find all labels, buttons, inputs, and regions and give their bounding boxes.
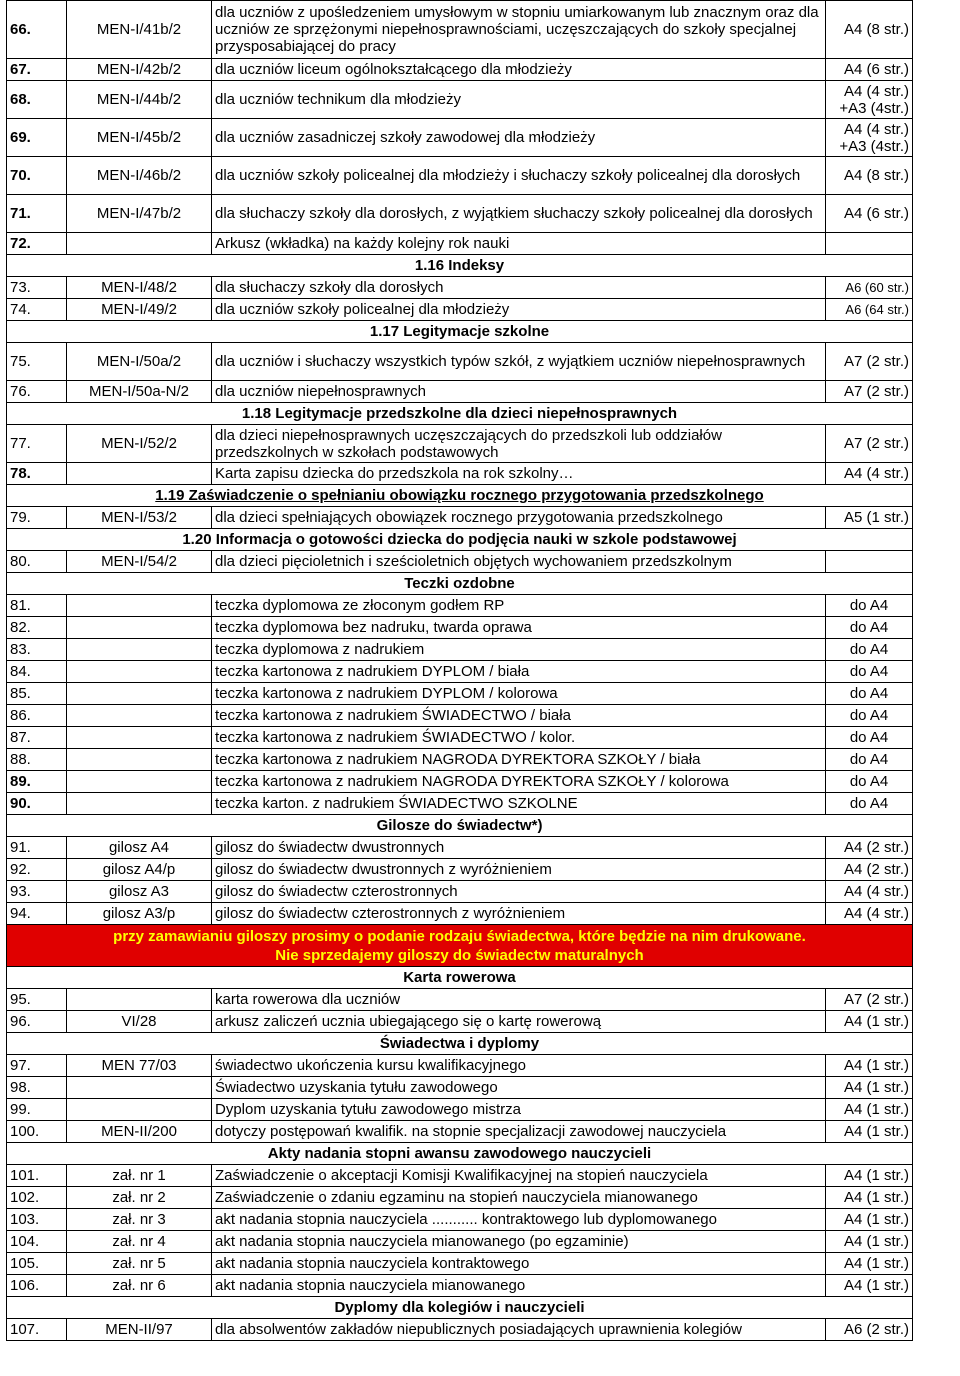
item-format: A4 (4 str.): [826, 881, 913, 903]
item-code: [67, 617, 212, 639]
item-code: [67, 705, 212, 727]
table-row: [7, 343, 913, 381]
item-format: A4 (6 str.): [826, 195, 913, 233]
item-number: 86.: [7, 705, 67, 727]
item-format: A6 (64 str.): [826, 299, 913, 321]
section-title: Gilosze do świadectw*): [7, 815, 913, 837]
item-description: dla słuchaczy szkoły dla dorosłych, z wyjątkiem słuchaczy szkoły policealnej dla dorosłych: [212, 195, 826, 233]
warning-line: Nie sprzedajemy giloszy do świadectw maturalnych: [275, 946, 644, 964]
table-row: [7, 381, 913, 403]
item-description: Świadectwo uzyskania tytułu zawodowego: [212, 1077, 826, 1099]
item-number: 102.: [7, 1187, 67, 1209]
table-row: [7, 1231, 913, 1253]
item-number: 103.: [7, 1209, 67, 1231]
item-number: 105.: [7, 1253, 67, 1275]
item-format: A7 (2 str.): [826, 381, 913, 403]
item-description: dla dzieci niepełnosprawnych uczęszczających do przedszkoli lub oddziałów przedszkolnych w szkołach podstawowych: [212, 425, 826, 463]
item-format: [826, 233, 913, 255]
table-row: [7, 1165, 913, 1187]
item-format: A4 (1 str.): [826, 1121, 913, 1143]
table-row: [7, 1099, 913, 1121]
item-description: dotyczy postępowań kwalifik. na stopnie specjalizacji zawodowej nauczyciela: [212, 1121, 826, 1143]
gilosz-warning-notice: [7, 925, 913, 967]
table-row: [7, 233, 913, 255]
item-format: do A4: [826, 595, 913, 617]
item-code: MEN-I/46b/2: [67, 157, 212, 195]
item-format: A4 (1 str.): [826, 1275, 913, 1297]
item-description: dla uczniów technikum dla młodzieży: [212, 81, 826, 119]
item-code: MEN-I/48/2: [67, 277, 212, 299]
table-row: [7, 617, 913, 639]
item-code: zał. nr 1: [67, 1165, 212, 1187]
item-format: A4 (1 str.): [826, 1165, 913, 1187]
section-title: 1.19 Zaświadczenie o spełnianiu obowiązku rocznego przygotowania przedszkolnego: [7, 485, 913, 507]
item-code: [67, 661, 212, 683]
item-number: 76.: [7, 381, 67, 403]
item-code: zał. nr 3: [67, 1209, 212, 1231]
item-format: A4 (8 str.): [826, 157, 913, 195]
section-header-row: [7, 815, 913, 837]
item-number: 74.: [7, 299, 67, 321]
item-code: MEN-I/52/2: [67, 425, 212, 463]
item-code: [67, 639, 212, 661]
item-code: MEN-II/97: [67, 1319, 212, 1341]
item-description: dla uczniów liceum ogólnokształcącego dla młodzieży: [212, 59, 826, 81]
item-code: VI/28: [67, 1011, 212, 1033]
item-code: [67, 989, 212, 1011]
item-description: dla uczniów szkoły policealnej dla młodzieży i słuchaczy szkoły policealnej dla dorosłych: [212, 157, 826, 195]
item-code: MEN 77/03: [67, 1055, 212, 1077]
item-format: A5 (1 str.): [826, 507, 913, 529]
section-title: 1.17 Legitymacje szkolne: [7, 321, 913, 343]
item-code: MEN-I/50a/2: [67, 343, 212, 381]
item-number: 73.: [7, 277, 67, 299]
item-number: 78.: [7, 463, 67, 485]
warning-row: [7, 925, 913, 967]
item-number: 101.: [7, 1165, 67, 1187]
item-number: 91.: [7, 837, 67, 859]
item-number: 72.: [7, 233, 67, 255]
item-code: MEN-I/41b/2: [67, 1, 212, 59]
table-row: [7, 1187, 913, 1209]
item-code: MEN-I/44b/2: [67, 81, 212, 119]
item-description: dla uczniów z upośledzeniem umysłowym w stopniu umiarkowanym lub znacznym oraz dla uczniów ze sprzężonymi niepełnosprawnościami, uczęszczających do szkoły specjalnej przysposabiającej do pracy: [212, 1, 826, 59]
item-description: dla uczniów szkoły policealnej dla młodzieży: [212, 299, 826, 321]
item-number: 99.: [7, 1099, 67, 1121]
table-row: [7, 299, 913, 321]
item-description: świadectwo ukończenia kursu kwalifikacyjnego: [212, 1055, 826, 1077]
item-description: teczka dyplomowa z nadrukiem: [212, 639, 826, 661]
item-description: arkusz zaliczeń ucznia ubiegającego się o kartę rowerową: [212, 1011, 826, 1033]
item-code: [67, 595, 212, 617]
table-row: [7, 119, 913, 157]
item-format: A4 (2 str.): [826, 859, 913, 881]
item-code: gilosz A4: [67, 837, 212, 859]
item-format: A4 (1 str.): [826, 1077, 913, 1099]
table-row: [7, 683, 913, 705]
section-title: Teczki ozdobne: [7, 573, 913, 595]
item-description: dla uczniów i słuchaczy wszystkich typów szkół, z wyjątkiem uczniów niepełnosprawnych: [212, 343, 826, 381]
item-description: teczka kartonowa z nadrukiem DYPLOM / biała: [212, 661, 826, 683]
item-code: [67, 771, 212, 793]
item-number: 88.: [7, 749, 67, 771]
section-header-row: [7, 1033, 913, 1055]
item-number: 90.: [7, 793, 67, 815]
section-header-row: [7, 529, 913, 551]
item-format: do A4: [826, 749, 913, 771]
section-header-row: [7, 1297, 913, 1319]
item-description: dla dzieci pięcioletnich i sześcioletnich objętych wychowaniem przedszkolnym: [212, 551, 826, 573]
item-format: A4 (4 str.): [826, 463, 913, 485]
item-description: akt nadania stopnia nauczyciela mianowanego (po egzaminie): [212, 1231, 826, 1253]
item-format: A4 (1 str.): [826, 1099, 913, 1121]
item-format: A4 (8 str.): [826, 1, 913, 59]
item-format: A4 (1 str.): [826, 1253, 913, 1275]
item-number: 70.: [7, 157, 67, 195]
item-format: A4 (1 str.): [826, 1231, 913, 1253]
item-description: dla uczniów zasadniczej szkoły zawodowej dla młodzieży: [212, 119, 826, 157]
item-description: Zaświadczenie o akceptacji Komisji Kwalifikacyjnej na stopień nauczyciela: [212, 1165, 826, 1187]
item-number: 83.: [7, 639, 67, 661]
table-row: [7, 837, 913, 859]
item-code: [67, 749, 212, 771]
item-code: gilosz A3/p: [67, 903, 212, 925]
item-code: [67, 793, 212, 815]
table-row: [7, 59, 913, 81]
item-description: dla dzieci spełniających obowiązek rocznego przygotowania przedszkolnego: [212, 507, 826, 529]
item-code: MEN-I/42b/2: [67, 59, 212, 81]
item-description: gilosz do świadectw czterostronnych: [212, 881, 826, 903]
item-code: MEN-I/50a-N/2: [67, 381, 212, 403]
table-row: [7, 1055, 913, 1077]
table-row: [7, 749, 913, 771]
item-code: [67, 727, 212, 749]
table-row: [7, 639, 913, 661]
item-number: 77.: [7, 425, 67, 463]
item-description: teczka kartonowa z nadrukiem DYPLOM / kolorowa: [212, 683, 826, 705]
item-number: 107.: [7, 1319, 67, 1341]
section-title: 1.20 Informacja o gotowości dziecka do podjęcia nauki w szkole podstawowej: [7, 529, 913, 551]
item-description: gilosz do świadectw dwustronnych: [212, 837, 826, 859]
item-format: do A4: [826, 617, 913, 639]
section-title: Dyplomy dla kolegiów i nauczycieli: [7, 1297, 913, 1319]
item-number: 89.: [7, 771, 67, 793]
item-description: dla słuchaczy szkoły dla dorosłych: [212, 277, 826, 299]
item-code: gilosz A4/p: [67, 859, 212, 881]
item-number: 69.: [7, 119, 67, 157]
item-format: A6 (2 str.): [826, 1319, 913, 1341]
item-code: gilosz A3: [67, 881, 212, 903]
table-row: [7, 1121, 913, 1143]
item-number: 67.: [7, 59, 67, 81]
item-format: do A4: [826, 705, 913, 727]
item-description: Arkusz (wkładka) na każdy kolejny rok nauki: [212, 233, 826, 255]
item-number: 95.: [7, 989, 67, 1011]
section-header-row: [7, 255, 913, 277]
section-header-row: [7, 403, 913, 425]
item-code: [67, 463, 212, 485]
section-title: Karta rowerowa: [7, 967, 913, 989]
table-row: [7, 1253, 913, 1275]
table-row: [7, 661, 913, 683]
section-title: 1.16 Indeksy: [7, 255, 913, 277]
item-format: A4 (6 str.): [826, 59, 913, 81]
item-code: MEN-I/47b/2: [67, 195, 212, 233]
item-format: A7 (2 str.): [826, 425, 913, 463]
item-code: zał. nr 2: [67, 1187, 212, 1209]
item-number: 104.: [7, 1231, 67, 1253]
table-row: [7, 595, 913, 617]
item-code: MEN-I/45b/2: [67, 119, 212, 157]
item-number: 68.: [7, 81, 67, 119]
item-format: A4 (4 str.) +A3 (4str.): [826, 81, 913, 119]
item-number: 81.: [7, 595, 67, 617]
item-format: do A4: [826, 639, 913, 661]
item-number: 71.: [7, 195, 67, 233]
item-format: A4 (1 str.): [826, 1209, 913, 1231]
item-number: 85.: [7, 683, 67, 705]
item-code: zał. nr 6: [67, 1275, 212, 1297]
item-number: 79.: [7, 507, 67, 529]
item-number: 66.: [7, 1, 67, 59]
section-title: Świadectwa i dyplomy: [7, 1033, 913, 1055]
table-row: [7, 727, 913, 749]
item-format: A7 (2 str.): [826, 343, 913, 381]
item-number: 87.: [7, 727, 67, 749]
item-description: akt nadania stopnia nauczyciela kontraktowego: [212, 1253, 826, 1275]
table-row: [7, 903, 913, 925]
section-header-row: [7, 1143, 913, 1165]
item-description: teczka karton. z nadrukiem ŚWIADECTWO SZKOLNE: [212, 793, 826, 815]
item-code: [67, 1099, 212, 1121]
section-header-row: [7, 967, 913, 989]
table-row: [7, 1275, 913, 1297]
item-format: A4 (1 str.): [826, 1011, 913, 1033]
item-description: teczka kartonowa z nadrukiem NAGRODA DYREKTORA SZKOŁY / kolorowa: [212, 771, 826, 793]
warning-line: przy zamawianiu giloszy prosimy o podanie rodzaju świadectwa, które będzie na nim drukowane.: [113, 927, 806, 945]
item-code: MEN-I/53/2: [67, 507, 212, 529]
item-description: Dyplom uzyskania tytułu zawodowego mistrza: [212, 1099, 826, 1121]
item-description: dla absolwentów zakładów niepublicznych posiadających uprawnienia kolegiów: [212, 1319, 826, 1341]
table-row: [7, 859, 913, 881]
table-row: [7, 1, 913, 59]
item-description: Karta zapisu dziecka do przedszkola na rok szkolny…: [212, 463, 826, 485]
item-description: dla uczniów niepełnosprawnych: [212, 381, 826, 403]
item-description: gilosz do świadectw czterostronnych z wyróżnieniem: [212, 903, 826, 925]
section-header-row: [7, 321, 913, 343]
item-description: teczka kartonowa z nadrukiem ŚWIADECTWO / biała: [212, 705, 826, 727]
item-format: A4 (4 str.): [826, 903, 913, 925]
table-row: [7, 793, 913, 815]
item-number: 97.: [7, 1055, 67, 1077]
section-title: Akty nadania stopni awansu zawodowego nauczycieli: [7, 1143, 913, 1165]
item-format: [826, 551, 913, 573]
item-description: akt nadania stopnia nauczyciela ........... kontraktowego lub dyplomowanego: [212, 1209, 826, 1231]
item-description: teczka dyplomowa ze złoconym godłem RP: [212, 595, 826, 617]
table-row: [7, 507, 913, 529]
item-format: do A4: [826, 661, 913, 683]
item-number: 82.: [7, 617, 67, 639]
item-format: do A4: [826, 771, 913, 793]
item-code: [67, 233, 212, 255]
item-format: do A4: [826, 727, 913, 749]
table-row: [7, 989, 913, 1011]
item-code: MEN-I/54/2: [67, 551, 212, 573]
table-row: [7, 425, 913, 463]
section-title: 1.18 Legitymacje przedszkolne dla dzieci niepełnosprawnych: [7, 403, 913, 425]
item-number: 80.: [7, 551, 67, 573]
item-number: 94.: [7, 903, 67, 925]
item-code: MEN-II/200: [67, 1121, 212, 1143]
item-number: 92.: [7, 859, 67, 881]
item-code: MEN-I/49/2: [67, 299, 212, 321]
table-row: [7, 463, 913, 485]
item-description: Zaświadczenie o zdaniu egzaminu na stopień nauczyciela mianowanego: [212, 1187, 826, 1209]
item-format: do A4: [826, 793, 913, 815]
item-format: A6 (60 str.): [826, 277, 913, 299]
item-number: 100.: [7, 1121, 67, 1143]
item-format: A4 (2 str.): [826, 837, 913, 859]
item-number: 96.: [7, 1011, 67, 1033]
item-code: zał. nr 4: [67, 1231, 212, 1253]
item-format: A4 (4 str.) +A3 (4str.): [826, 119, 913, 157]
item-description: teczka kartonowa z nadrukiem ŚWIADECTWO / kolor.: [212, 727, 826, 749]
item-format: A4 (1 str.): [826, 1055, 913, 1077]
table-row: [7, 195, 913, 233]
table-row: [7, 81, 913, 119]
table-row: [7, 1209, 913, 1231]
table-row: [7, 551, 913, 573]
table-row: [7, 771, 913, 793]
table-row: [7, 881, 913, 903]
table-row: [7, 277, 913, 299]
table-row: [7, 705, 913, 727]
item-format: A7 (2 str.): [826, 989, 913, 1011]
section-header-row: [7, 573, 913, 595]
table-row: [7, 1319, 913, 1341]
item-format: A4 (1 str.): [826, 1187, 913, 1209]
section-header-row: [7, 485, 913, 507]
table-row: [7, 157, 913, 195]
item-code: [67, 683, 212, 705]
item-number: 75.: [7, 343, 67, 381]
item-number: 106.: [7, 1275, 67, 1297]
item-code: zał. nr 5: [67, 1253, 212, 1275]
item-code: [67, 1077, 212, 1099]
table-row: [7, 1077, 913, 1099]
item-number: 93.: [7, 881, 67, 903]
item-number: 84.: [7, 661, 67, 683]
item-description: teczka kartonowa z nadrukiem NAGRODA DYREKTORA SZKOŁY / biała: [212, 749, 826, 771]
item-format: do A4: [826, 683, 913, 705]
item-description: teczka dyplomowa bez nadruku, twarda oprawa: [212, 617, 826, 639]
price-list-table: [6, 0, 913, 1341]
item-description: akt nadania stopnia nauczyciela mianowanego: [212, 1275, 826, 1297]
item-description: gilosz do świadectw dwustronnych z wyróżnieniem: [212, 859, 826, 881]
table-row: [7, 1011, 913, 1033]
item-description: karta rowerowa dla uczniów: [212, 989, 826, 1011]
item-number: 98.: [7, 1077, 67, 1099]
